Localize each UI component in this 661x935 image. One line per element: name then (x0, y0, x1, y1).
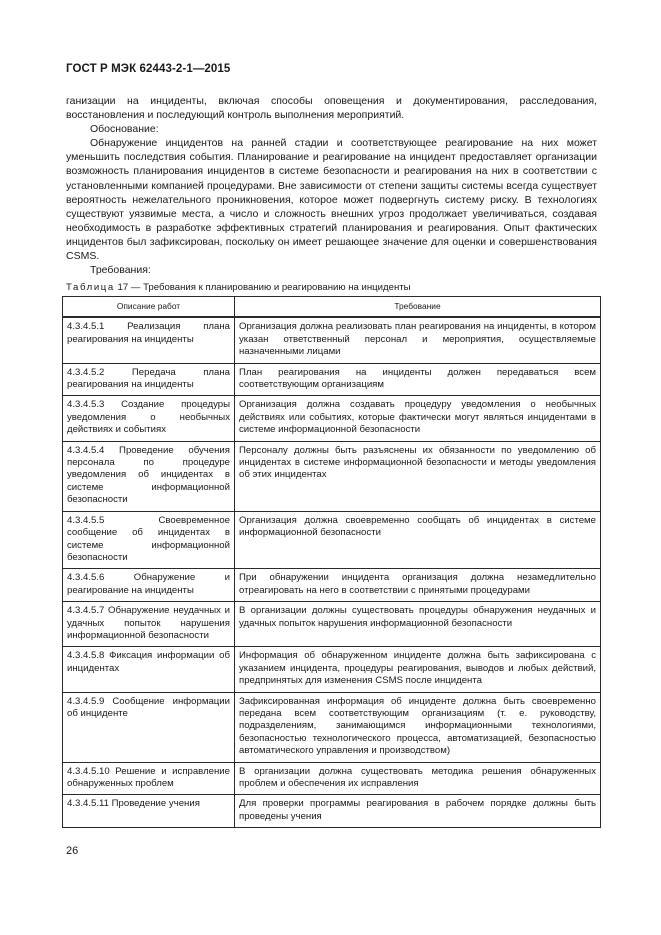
column-header-work: Описание работ (63, 297, 235, 318)
page-number: 26 (66, 845, 79, 857)
table-row (63, 511, 601, 569)
paragraph-continuation: ганизации на инциденты, включая способы оповещения и документирования, расследования, восстановления и последующий контроль выполнения мероприятий. (66, 95, 597, 122)
cell-requirement: Информация об обнаруженном инциденте должна быть зафиксирована с указанием инцидента, процедуры реагирования, выводов и любых действий, предпринятых для изменения CSMS после инцидента (235, 647, 601, 692)
cell-requirement: Организация должна своевременно сообщать об инцидентах в системе информационной безопасности (235, 511, 601, 569)
cell-requirement: В организации должна существовать методика решения обнаруженных проблем и обеспечения их исправления (235, 762, 601, 795)
table-caption-text: 17 — Требования к планированию и реагированию на инциденты (117, 282, 411, 293)
cell-work: 4.3.4.5.3 Создание процедуры уведомления о необычных действиях и событиях (63, 396, 235, 441)
table-row (63, 363, 601, 396)
paragraph-rationale: Обнаружение инцидентов на ранней стадии и соответствующее реагирование на них может уменьшить последствия события. Планирование и реагирование на инцидент предоставляет организации возможность планирования инцидентов в системе безопасности и реагирования на них в соответствии с установленными компанией процедурами. Вне зависимости от степени защиты системы всегда существует вероятность нежелательного проникновения, которое может подвергнуть систему риску. В технологиях существуют уязвимые места, а число и сложность внешних угроз продолжает увеличиваться, создавая необходимость в разработке эффективных стратегий планирования и реагирования. Опыт фактических инцидентов был зафиксирован, поскольку он имеет решающее значение для оценки и совершенствования CSMS. (66, 137, 597, 263)
table-row (63, 795, 601, 828)
cell-requirement: Для проверки программы реагирования в рабочем порядке должны быть проведены учения (235, 795, 601, 828)
cell-work: 4.3.4.5.2 Передача плана реагирования на инциденты (63, 363, 235, 396)
cell-requirement: Организация должна реализовать план реагирования на инциденты, в котором указан ответственный персонал и мероприятия, осуществляемые назначенными лицами (235, 317, 601, 363)
cell-work: 4.3.4.5.8 Фиксация информации об инцидентах (63, 647, 235, 692)
cell-work: 4.3.4.5.7 Обнаружение неудачных и удачных попыток нарушения информационной безопасности (63, 602, 235, 647)
table-caption (66, 282, 411, 293)
cell-work: 4.3.4.5.4 Проведение обучения персонала по процедуре уведомления об инцидентах в системе информационной безопасности (63, 441, 235, 511)
table-row (63, 602, 601, 647)
cell-requirement: Персоналу должны быть разъяснены их обязанности по уведомлению об инцидентах в системе информационной безопасности и методы уведомления об этих инцидентах (235, 441, 601, 511)
cell-work: 4.3.4.5.1 Реализация плана реагирования на инциденты (63, 317, 235, 363)
cell-requirement: При обнаружении инцидента организация должна незамедлительно отреагировать на него в соответствии с принятыми процедурами (235, 569, 601, 602)
cell-work: 4.3.4.5.9 Сообщение информации об инциденте (63, 692, 235, 762)
cell-requirement: Зафиксированная информация об инциденте должна быть своевременно передана всем соответствующим организациям (т. е. руководству, подразделениям, занимающимся информационными технологиями, безопасностью технологического процесса, автоматизацией, безопасностью автоматического управления и производством) (235, 692, 601, 762)
body-text (66, 94, 597, 277)
requirements-table (62, 296, 601, 828)
cell-work: 4.3.4.5.5 Своевременное сообщение об инцидентах в системе информационной безопасности (63, 511, 235, 569)
table-header-row (63, 297, 601, 318)
table-row (63, 692, 601, 762)
document-header: ГОСТ Р МЭК 62443-2-1—2015 (66, 63, 231, 75)
table-row (63, 647, 601, 692)
cell-requirement: План реагирования на инциденты должен передаваться всем соответствующим организациям (235, 363, 601, 396)
paragraph-requirements-label: Требования: (90, 264, 151, 277)
cell-work: 4.3.4.5.6 Обнаружение и реагирование на инциденты (63, 569, 235, 602)
table-row (63, 396, 601, 441)
cell-work: 4.3.4.5.11 Проведение учения (63, 795, 235, 828)
table-caption-label: Таблица (66, 282, 115, 293)
table-row (63, 317, 601, 363)
paragraph-rationale-label: Обоснование: (90, 123, 159, 136)
table-row (63, 569, 601, 602)
cell-requirement: В организации должны существовать процедуры обнаружения неудачных и удачных попыток нарушения информационной безопасности (235, 602, 601, 647)
table-row (63, 762, 601, 795)
cell-requirement: Организация должна создавать процедуру уведомления о необычных действиях или событиях, которые фактически могут являться инцидентами в системе информационной безопасности (235, 396, 601, 441)
column-header-requirement: Требование (235, 297, 601, 318)
cell-work: 4.3.4.5.10 Решение и исправление обнаруженных проблем (63, 762, 235, 795)
table-row (63, 441, 601, 511)
